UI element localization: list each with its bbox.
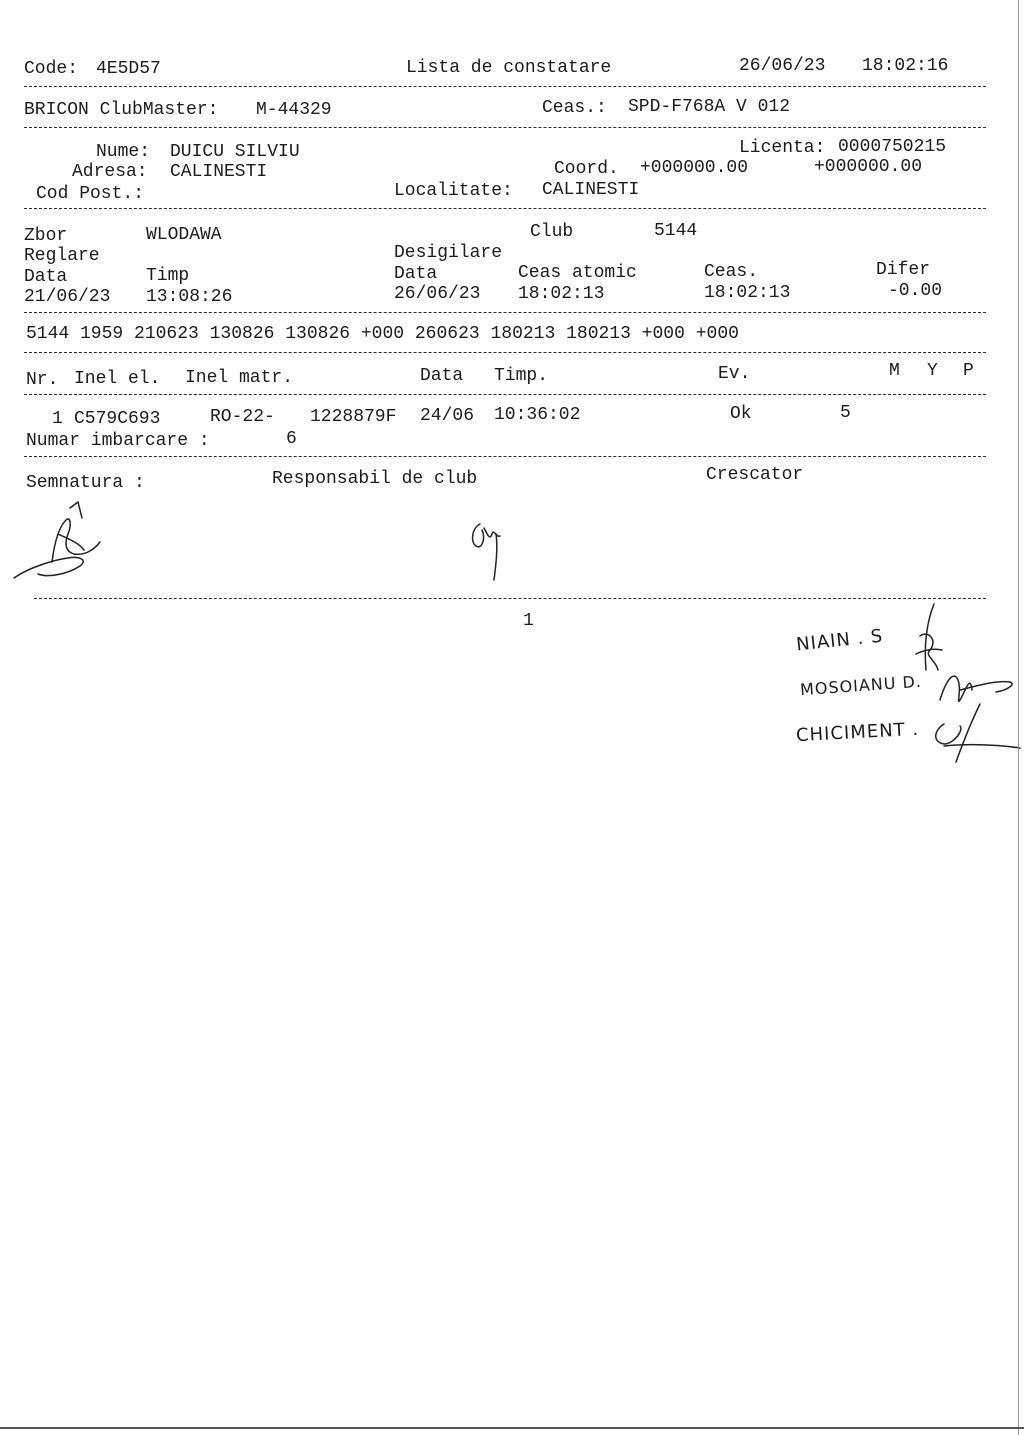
coord-label: Coord. [554, 159, 619, 179]
postcode-label: Cod Post.: [36, 184, 145, 204]
separator [24, 86, 986, 87]
club-responsible-label: Responsabil de club [272, 469, 478, 489]
club-label: Club [530, 222, 574, 242]
code-label: Code: [24, 59, 79, 79]
col-header-inel-el: Inel el. [74, 369, 161, 389]
reglare-label: Reglare [24, 246, 100, 266]
signature-label: Semnatura : [26, 473, 145, 493]
col-header-timp: Timp. [494, 366, 549, 386]
clock-time: 18:02:13 [704, 283, 791, 303]
document-title: Lista de constatare [406, 58, 612, 78]
clock-label: Ceas.: [542, 98, 607, 118]
separator [24, 394, 986, 395]
club-value: 5144 [654, 221, 698, 241]
locality-label: Localitate: [394, 181, 513, 201]
row-m: 5 [840, 403, 851, 423]
row-inel-el: C579C693 [74, 409, 161, 429]
separator [34, 598, 986, 599]
signature-breeder [466, 520, 514, 586]
name-label: Nume: [96, 142, 151, 162]
col-header-nr: Nr. [26, 370, 59, 390]
name-value: DUICU SILVIU [170, 142, 300, 162]
col-header-m: M [889, 361, 900, 381]
reglare-date-label: Data [24, 267, 68, 287]
separator [24, 352, 986, 353]
desig-date-label: Data [394, 264, 438, 284]
app-label: BRICON ClubMaster: [24, 100, 219, 120]
signature-club-responsible [8, 498, 118, 588]
license-label: Licenta: [739, 138, 826, 158]
boarding-value: 6 [286, 429, 297, 449]
row-inel-matr: 1228879F [310, 407, 397, 427]
locality-value: CALINESTI [542, 180, 640, 200]
address-label: Adresa: [72, 162, 148, 182]
clock-time-label: Ceas. [704, 262, 759, 282]
separator [24, 312, 986, 313]
code-value: 4E5D57 [96, 59, 161, 79]
row-data: 24/06 [420, 406, 475, 426]
separator [24, 456, 986, 457]
difference-value: -0.00 [888, 281, 943, 301]
row-ev: Ok [730, 404, 752, 424]
row-timp: 10:36:02 [494, 405, 581, 425]
separator [24, 127, 986, 128]
page-number: 1 [523, 611, 534, 631]
desigilare-label: Desigilare [394, 243, 503, 263]
separator [24, 208, 986, 209]
address-value: CALINESTI [170, 162, 268, 182]
atomic-clock-label: Ceas atomic [518, 263, 637, 283]
flight-value: WLODAWA [146, 225, 222, 245]
breeder-label: Crescator [706, 465, 804, 485]
reglare-date: 21/06/23 [24, 287, 111, 307]
signature-commission-3 [924, 700, 1024, 770]
col-header-ev: Ev. [718, 364, 751, 384]
reglare-time: 13:08:26 [146, 287, 233, 307]
boarding-label: Numar imbarcare : [26, 431, 210, 451]
handwritten-name-1: NIAIN . S [795, 625, 885, 656]
row-nr: 1 [52, 409, 63, 429]
atomic-time: 18:02:13 [518, 284, 605, 304]
handwritten-name-2: MOSOIANU D. [799, 671, 923, 700]
scan-edge [0, 1427, 1024, 1429]
coord-y: +000000.00 [814, 157, 923, 177]
code-line: 5144 1959 210623 130826 130826 +000 260623 180213 180213 +000 +000 [26, 324, 739, 344]
app-value: M-44329 [256, 100, 332, 120]
license-value: 0000750215 [838, 137, 947, 157]
reglare-time-label: Timp [146, 266, 190, 286]
col-header-data: Data [420, 366, 464, 386]
col-header-inel-matr: Inel matr. [185, 368, 294, 388]
col-header-p: P [963, 361, 974, 381]
row-inel-matr-prefix: RO-22- [210, 407, 275, 427]
desig-date: 26/06/23 [394, 284, 481, 304]
print-date: 26/06/23 [739, 56, 826, 76]
coord-x: +000000.00 [640, 158, 749, 178]
print-time: 18:02:16 [862, 56, 949, 76]
clock-value: SPD-F768A V 012 [628, 97, 791, 117]
difference-label: Difer [876, 260, 931, 280]
scan-edge [1018, 0, 1019, 1435]
col-header-y: Y [927, 361, 938, 381]
flight-label: Zbor [24, 226, 68, 246]
handwritten-name-3: CHICIMENT . [795, 718, 920, 747]
